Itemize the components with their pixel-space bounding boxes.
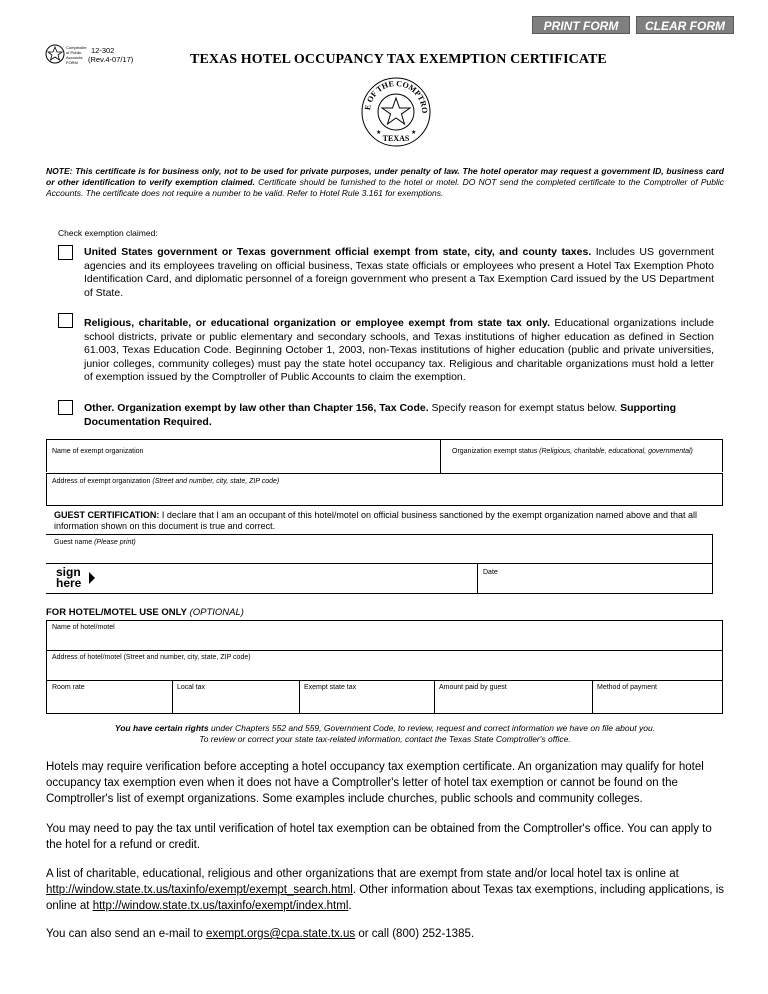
option-government [84, 246, 714, 300]
agency-logo-text: Comptroller of Public Accounts FORM [66, 45, 87, 65]
divider [46, 593, 713, 594]
comptroller-star-icon [45, 44, 65, 64]
seal-star-icon [360, 76, 432, 148]
print-form-button[interactable]: PRINT FORM [532, 16, 630, 34]
clear-form-button[interactable]: CLEAR FORM [636, 16, 734, 34]
method-payment-label: Method of payment [597, 684, 657, 691]
option-other-bold2: Supporting Documentation Required. [84, 402, 677, 428]
rights-line1 [46, 723, 724, 734]
guest-name-field[interactable] [46, 535, 713, 563]
claim-label: Check exemption claimed: [58, 228, 158, 238]
hotel-name-label: Name of hotel/motel [52, 624, 115, 631]
guest-name-hint: (Please print) [94, 539, 136, 546]
checkbox-other[interactable] [58, 400, 73, 415]
option-religious-text: Educational organizations include school districts, private or public elementary and secondary schools, and Texas institutions of higher education as defined in Section 61.003, Texas Education Code. Beginning October 1, 2003, non-Texas institutions of higher education (public and private universities, junior colleges, community colleges) must pay the state hotel occupancy tax. Religious and charitable organizations must hold a letter of exemption issued by the Comptroller of Public Accounts to claim the exemption. [84, 317, 714, 383]
note-rest: Certificate should be furnished to the hotel or motel. DO NOT send the completed certificate to the Comptroller of Public Accounts. The certificate does not require a number to be valid. Refer to Hotel Rule 3.161 for exemptions. [46, 177, 724, 198]
seal-star-right-icon: ★ [411, 130, 417, 136]
p3-text-c: . [348, 900, 352, 912]
guest-certification-bold: GUEST CERTIFICATION: [54, 510, 160, 520]
exempt-org-status-hint: (Religious, charitable, educational, governmental) [539, 448, 693, 455]
exempt-search-link[interactable]: http://window.state.tx.us/taxinfo/exempt/exempt_search.html [46, 884, 353, 896]
exempt-org-status-field[interactable] [441, 440, 723, 472]
rights-notice [46, 723, 724, 745]
signature-field[interactable] [46, 564, 477, 593]
hotel-heading-hint: (OPTIONAL) [189, 607, 244, 618]
option-government-text: Includes US government agencies and its employees traveling on official business, Texas state officials or employees who present a Hotel Tax Exemption Photo Identification Card, and diplomatic personnel of a foreign government who present a Tax Exemption Card issued by the US Department of State. [84, 246, 714, 299]
paragraph-online-list [46, 866, 724, 914]
exempt-org-name-field[interactable] [46, 440, 440, 472]
sign-here-marker [56, 567, 81, 589]
seal-star-left-icon: ★ [376, 130, 382, 136]
note-paragraph [46, 166, 724, 199]
option-other-text: Specify reason for exempt status below. [428, 402, 621, 414]
p3-text-b: . Other information about Texas tax exemptions, including applications, is online at [46, 884, 725, 912]
hotel-name-field[interactable] [47, 621, 722, 650]
room-rate-label: Room rate [52, 684, 85, 691]
exempt-org-address-hint: (Street and number, city, state, ZIP code) [152, 478, 280, 485]
rights-line2: To review or correct your state tax-related information, contact the Texas State Comptroller's office. [199, 734, 571, 744]
amount-paid-label: Amount paid by guest [439, 684, 507, 691]
local-tax-label: Local tax [177, 684, 206, 691]
divider [46, 505, 723, 506]
hotel-heading [46, 607, 244, 618]
form-revision: (Rev.4-07/17) [88, 55, 134, 64]
paragraph-verification: Hotels may require verification before accepting a hotel occupancy tax exemption certificate. An organization may qualify for hotel occupancy tax exemption even when it does not have a Comptroller's letter of hotel tax exemption or cannot be found on the Comptroller's list of exempt organizations. Some examples include churches, public schools and community colleges. [46, 761, 704, 805]
guest-certification-text: I declare that I am an occupant of this hotel/motel on official business sanctioned by the exempt organization named above and that all information shown on this document is true and correct. [54, 510, 697, 531]
form-number: 12-302 [91, 46, 115, 55]
note-bold: NOTE: This certificate is for business only, not to be used for private purposes, under penalty of law. The hotel operator may request a government ID, business card or other identification to verify exemption claimed. [46, 166, 724, 187]
option-other [84, 402, 714, 429]
hotel-address-label: Address of hotel/motel (Street and number, city, state, ZIP code) [52, 654, 251, 661]
exempt-org-status-label [452, 448, 693, 455]
option-other-bold: Other. Organization exempt by law other than Chapter 156, Tax Code. [84, 402, 429, 414]
exempt-org-address-label-text: Address of exempt organization [52, 478, 151, 485]
here-text: here [56, 576, 82, 590]
exempt-org-status-label-text: Organization exempt status [452, 448, 538, 455]
date-field[interactable] [478, 564, 713, 593]
option-religious [84, 317, 714, 385]
option-government-bold: United States government or Texas government official exempt from state, city, and county taxes. [84, 246, 592, 258]
sign-arrow-icon [89, 572, 95, 584]
exempt-index-link[interactable]: http://window.state.tx.us/taxinfo/exempt/index.html [92, 900, 349, 912]
email-link[interactable]: exempt.orgs@cpa.state.tx.us [206, 928, 356, 940]
p4-text-a: You can also send an e-mail to [46, 928, 207, 940]
exempt-org-name-label: Name of exempt organization [52, 448, 144, 455]
rights-bold: You have certain rights [114, 723, 209, 733]
date-label: Date [483, 569, 498, 576]
sign-text: sign [56, 565, 81, 579]
hotel-heading-bold: FOR HOTEL/MOTEL USE ONLY [46, 607, 187, 618]
page-title: TEXAS HOTEL OCCUPANCY TAX EXEMPTION CERTIFICATE [190, 52, 607, 67]
checkbox-government[interactable] [58, 245, 73, 260]
rights-text: under Chapters 552 and 559, Government Code, to review, request and correct information we have on file about you. [208, 723, 656, 733]
exempt-org-address-label [52, 478, 279, 485]
guest-name-label-text: Guest name [54, 539, 93, 546]
comptroller-seal [360, 76, 432, 148]
option-religious-bold: Religious, charitable, or educational organization or employee exempt from state tax only. [84, 317, 550, 329]
guest-certification [54, 510, 716, 532]
comptroller-logo [45, 44, 65, 64]
guest-name-label [54, 539, 136, 546]
p3-text-a: A list of charitable, educational, religious and other organizations that are exempt from state and/or local hotel tax is online at [46, 868, 679, 880]
svg-text:OFFICE OF THE COMPTROLLER [360, 76, 429, 114]
p4-text-b: or call (800) 252-1385. [355, 928, 475, 940]
seal-text: E OF THE COMPTRO [363, 78, 430, 114]
seal-state: TEXAS [382, 134, 410, 143]
paragraph-refund: You may need to pay the tax until verification of hotel tax exemption can be obtained from the Comptroller's office. You can apply to the hotel for a refund or credit. [46, 823, 712, 851]
paragraph-contact [46, 926, 724, 942]
checkbox-religious[interactable] [58, 313, 73, 328]
exempt-state-tax-label: Exempt state tax [304, 684, 357, 691]
